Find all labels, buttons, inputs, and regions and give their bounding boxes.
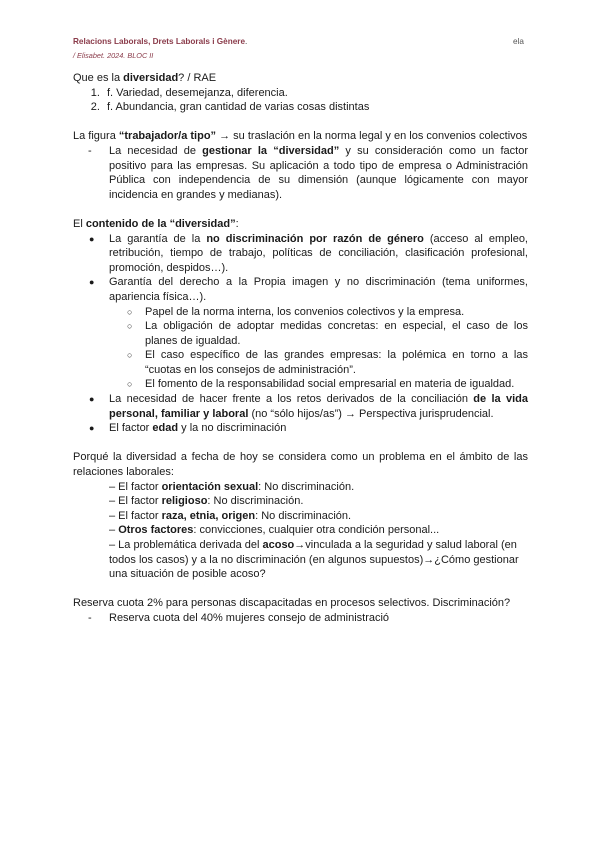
document-body xyxy=(73,71,528,626)
header-right-label: ela xyxy=(513,37,524,46)
list-item: – El factor orientación sexual: No discriminación. xyxy=(109,480,355,493)
list-item: ● La garantía de la no discriminación por razón de género (acceso al empleo, retribución, tiempo de trabajo, políticas de conciliación, clasificación profesional, promoción, despidos…). xyxy=(73,232,528,276)
trabajador-tipo-paragraph: La figura “trabajador/a tipo” → su traslación en la norma legal y en los convenios colectivos xyxy=(73,130,528,143)
reserva-paragraph: Reserva cuota 2% para personas discapacitadas en procesos selectivos. Discriminación? xyxy=(73,597,511,610)
definition-item: 1. f. Variedad, desemejanza, diferencia. xyxy=(103,86,528,101)
sub-list-item: ○ El fomento de la responsabilidad social empresarial en materia de igualdad. xyxy=(109,377,528,392)
contenido-list xyxy=(73,232,528,436)
list-item: – El factor raza, etnia, origen: No discriminación. xyxy=(109,509,352,522)
header-subtitle: / Elisabet. 2024. BLOC II xyxy=(73,51,154,60)
list-item: – La problemática derivada del acoso→vinculada a la seguridad y salud laboral (en todos los casos) y a la no discriminación (en algunos supuestos)→¿Cómo gestionar una situación de posible acoso? xyxy=(109,539,519,581)
problema-paragraph: Porqué la diversidad a fecha de hoy se considera como un problema en el ámbito de las relaciones laborales: xyxy=(73,451,528,479)
question-diversidad: Que es la diversidad? / RAE xyxy=(73,72,217,84)
list-item: ● El factor edad y la no discriminación xyxy=(73,421,528,436)
sub-list xyxy=(109,305,528,393)
list-item: - La necesidad de gestionar la “diversidad” y su consideración como un factor positivo para las empresas. Su aplicación a todo tipo de empresa o Administración Pública con independencia de su dimensión (aunque lógicamente con mayor incidencia en grandes y medianas). xyxy=(73,144,528,202)
list-item: – Otros factores: convicciones, cualquier otra condición personal... xyxy=(109,524,440,537)
sub-list-item: ○ Papel de la norma interna, los convenios colectivos y la empresa. xyxy=(109,305,528,320)
list-item: - Reserva cuota del 40% mujeres consejo de administració xyxy=(73,611,528,626)
contenido-heading: El contenido de la “diversidad”: xyxy=(73,217,239,230)
definition-item: 2. f. Abundancia, gran cantidad de varias cosas distintas xyxy=(103,100,528,115)
reserva-list xyxy=(73,611,528,626)
factores-list xyxy=(73,480,528,582)
list-item: – El factor religioso: No discriminación. xyxy=(109,495,304,508)
list-item: ● La necesidad de hacer frente a los retos derivados de la conciliación de la vida personal, familiar y laboral (no “sólo hijos/as”) → Perspectiva jurisprudencial. xyxy=(73,392,528,421)
definition-list xyxy=(73,86,528,115)
gestion-diversidad-list xyxy=(73,144,528,202)
sub-list-item: ○ El caso específico de las grandes empresas: la polémica en torno a las “cuotas en los consejos de administración”. xyxy=(109,348,528,377)
header-title: Relacions Laborals, Drets Laborals i Gènere. xyxy=(73,37,248,46)
list-item: ● Garantía del derecho a la Propia imagen y no discriminación (tema uniformes, apariencia física…). ○ Papel de la norma interna, los convenios colectivos y la empresa. ○ La obligación de adoptar medidas concretas: en especial, el caso de los planes de igualdad. ○ El caso específico de las grandes empresas: la polémica en torno a las “cuotas en los consejos de administración”. ○ El fomento de la responsabilidad social empresarial en materia de igualdad. xyxy=(73,275,528,392)
sub-list-item: ○ La obligación de adoptar medidas concretas: en especial, el caso de los planes de igualdad. xyxy=(109,319,528,348)
